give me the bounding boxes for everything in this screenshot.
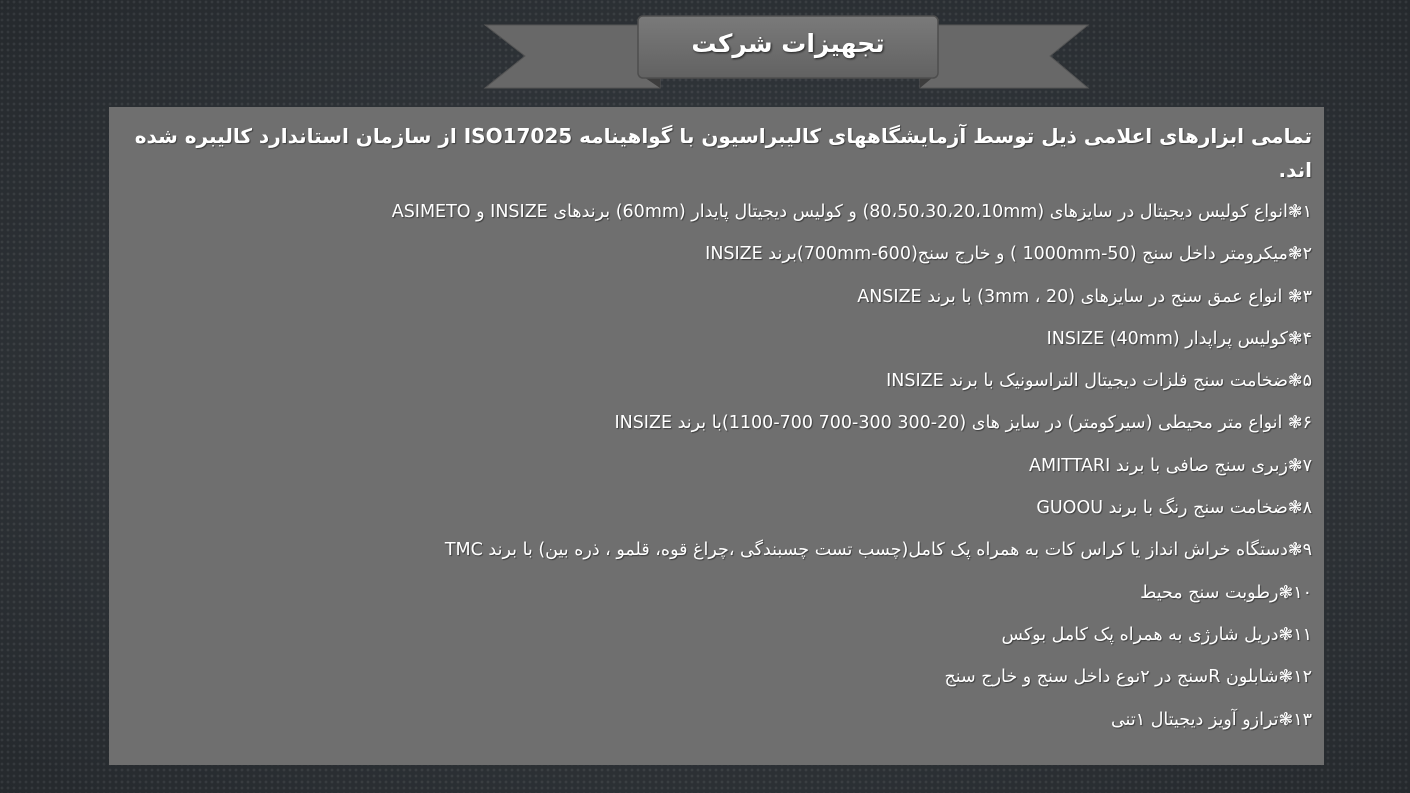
list-item: ۱۲❃شابلون Rسنج در ۲نوع داخل سنج و خارج سنج [944, 667, 1312, 688]
list-item: ۵❃ضخامت سنج فلزات دیجیتال التراسونیک با برند INSIZE [886, 371, 1312, 392]
list-item: ۶❃ انواع متر محیطی (سیرکومتر) در سایز های (20-300 300-700 700-1100)با برند INSIZE [614, 413, 1312, 434]
list-item: ۸❃ضخامت سنج رنگ با برند GUOOU [1036, 498, 1312, 519]
list-item: ۳❃ انواع عمق سنج در سایزهای (3mm ، 20) با برند ANSIZE [857, 286, 1312, 307]
page-title: تجهیزات شرکت [691, 29, 885, 58]
ribbon-left-tail [485, 25, 660, 88]
list-item: ۲❃میکرومتر داخل سنج (50-1000mm ) و خارج سنج(600-700mm)برند INSIZE [705, 244, 1312, 265]
list-item: ۴❃کولیس پراپدار (40mm) INSIZE [1046, 328, 1312, 349]
list-item: ۱❃انواع کولیس دیجیتال در سایزهای (80،50،30،20،10mm) و کولیس دیجیتال پایدار (60mm) برندهای INSIZE و ASIMETO [391, 202, 1312, 222]
equipment-list [123, 191, 1312, 741]
list-item: ۱۰❃رطوبت سنج محیط [1140, 582, 1312, 603]
equipment-panel [109, 107, 1324, 765]
list-item: ۱۱❃دریل شارژی به همراه پک کامل بوکس [1001, 624, 1312, 645]
intro-text: تمامی ابزارهای اعلامی ذیل توسط آزمایشگاههای کالیبراسیون با گواهینامه ISO17025 از سازمان استاندارد کالیبره شده اند. [134, 124, 1312, 182]
list-item: ۷❃زبری سنج صافی با برند AMITTARI [1029, 455, 1312, 476]
list-item: ۹❃دستگاه خراش انداز یا کراس کات به همراه پک کامل(چسب تست چسبندگی ،چراغ قوه، قلمو ، ذره بین) با برند TMC [444, 540, 1312, 561]
ribbon-right-tail [920, 25, 1088, 88]
list-item: ۱۳❃ترازو آویز دیجیتال ۱تنی [1110, 709, 1312, 730]
